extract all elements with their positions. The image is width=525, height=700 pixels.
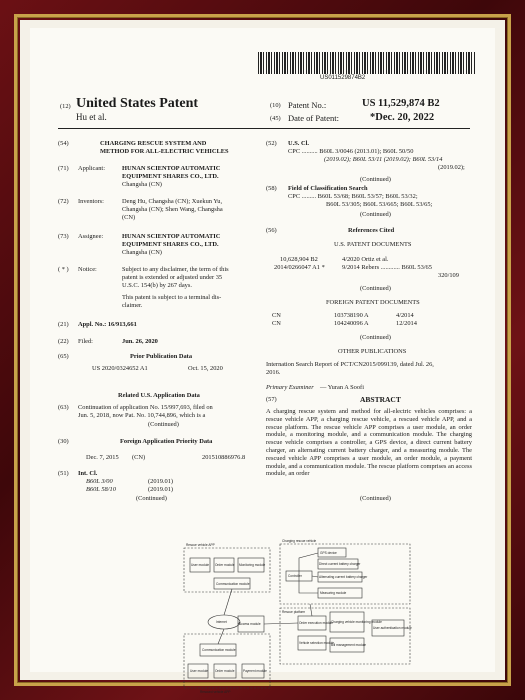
diagram-gps: GPS device [320, 551, 337, 555]
inventors-line-2: Changsha (CN); Shen Wang, Changsha [122, 206, 223, 213]
examiner-name: — Yuran A Soofi [320, 384, 364, 391]
diagram-order-exec: Order execution module [299, 621, 334, 625]
inventor-short: Hu et al. [76, 112, 107, 122]
code-21: (21) [58, 321, 69, 328]
inventors-label: Inventors: [78, 198, 104, 205]
notice-line-1: Subject to any disclaimer, the term of this [122, 266, 229, 273]
diagram-order-module: Order module [215, 563, 235, 567]
code-30: (30) [58, 438, 69, 445]
notice-line-4: This patent is subject to a terminal dis- [122, 294, 222, 301]
rescued-app-box [184, 634, 270, 688]
other-pubs-title: OTHER PUBLICATIONS [338, 348, 407, 355]
code-45: (45) [270, 115, 281, 122]
abstract-title: ABSTRACT [360, 395, 401, 404]
notice-label: Notice: [78, 266, 97, 273]
related-app-title: Related U.S. Application Data [118, 392, 200, 399]
patent-no-label: Patent No.: [288, 100, 327, 110]
foreign-priority-number: 201510886976.8 [202, 454, 246, 461]
notice-line-5: claimer. [122, 302, 143, 309]
foreign-ref-1-number: 103738190 A [334, 312, 369, 319]
us-cl-line-3: (2019.02); [438, 164, 465, 171]
diagram-user-module-2: User module [190, 669, 209, 673]
patent-date: *Dec. 20, 2022 [370, 112, 435, 123]
us-ref-2-class: 320/109 [438, 272, 459, 279]
diagram-measuring: Measuring module [320, 591, 347, 595]
diagram-user-auth: User authentication module [373, 626, 412, 630]
code-71: (71) [58, 165, 69, 172]
abstract-text: A charging rescue system and method for all-electric vehicles comprises: a rescue vehicle APP, a charging rescue vehicle, a rescued vehicle APP, and a rescue platform. The rescue vehicle APP comprises a user module, an order module, a monitoring module, and a communication module. The charging rescue vehicle comprises a controller, a GPS device, a direct current battery charger, an alternating current battery charger, and a measuring module. The rescued vehicle APP comprises a user module, an order module, a payment module, and a communication module. The rescue platform comprises an access module, an order [266, 408, 472, 478]
barcode [258, 52, 476, 74]
references-title: References Cited [348, 227, 395, 234]
diagram-label-rescued-app: Rescued vehicle APP [200, 690, 231, 694]
foreign-ref-2-date: 12/2014 [396, 320, 417, 327]
applicant-line-3: Changsha (CN) [122, 181, 162, 188]
diagram-bill-mgmt: Bill management module [331, 643, 367, 647]
patent-document [30, 28, 495, 694]
code-51: (51) [58, 470, 69, 477]
assignee-label: Assignee: [78, 233, 104, 240]
diagram-user-module: User module [191, 563, 210, 567]
us-cl-line-2: (2019.02); B60L 53/11 (2019.02); B60L 53/14 [324, 156, 443, 163]
other-pub-line-1: Internation Search Report of PCT/CN2015/099139, dated Jul. 26, [266, 361, 434, 368]
diagram-vehicle-sel: Vehicle selection module [299, 641, 335, 645]
date-label: Date of Patent: [288, 113, 339, 123]
diagram-ac-charger: Alternating current battery charger [319, 575, 368, 579]
diagram-internet: Internet [216, 620, 227, 624]
abstract-cont: (Continued) [360, 495, 391, 502]
field-search-cont: (Continued) [360, 211, 391, 218]
code-54: (54) [58, 140, 69, 147]
diagram-order-module-2: Order module [215, 669, 235, 673]
int-cl-cont: (Continued) [136, 495, 167, 502]
us-cl-title: U.S. Cl. [288, 140, 309, 147]
code-65: (65) [58, 353, 69, 360]
header-rule [58, 128, 470, 129]
code-57: (57) [266, 396, 277, 403]
inventors-line-1: Deng Hu, Changsha (CN); Xuekun Yu, [122, 198, 223, 205]
us-patent-docs-title: U.S. PATENT DOCUMENTS [334, 241, 412, 248]
foreign-docs-title: FOREIGN PATENT DOCUMENTS [326, 299, 420, 306]
other-pub-line-2: 2016. [266, 369, 281, 376]
prior-pub-date: Oct. 15, 2020 [188, 365, 223, 372]
notice-code: ( * ) [58, 266, 69, 273]
diagram-label-charging-vehicle: Charging rescue vehicle [282, 539, 317, 543]
title-line-2: METHOD FOR ALL-ELECTRIC VEHICLES [100, 148, 229, 155]
patent-number: US 11,529,874 B2 [362, 98, 440, 109]
inventors-line-3: (CN) [122, 214, 136, 221]
assignee-line-1: HUNAN SCIENTOP AUTOMATIC [122, 233, 221, 240]
field-search-line-1: CPC ......... B60L 53/68; B60L 53/57; B60L 53/32; [288, 193, 418, 200]
application-number: Appl. No.: 16/913,661 [78, 321, 137, 328]
foreign-priority-date: Dec. 7, 2015 [86, 454, 119, 461]
diagram-comm-module-2: Communication module [202, 648, 236, 652]
applicant-line-1: HUNAN SCIENTOP AUTOMATIC [122, 165, 221, 172]
us-ref-2-detail: 9/2014 Rebers ............ B60L 53/65 [342, 264, 432, 271]
int-cl-1: B60L 3/00 [86, 478, 113, 485]
diagram-access-module: Access module [239, 622, 261, 626]
notice-line-2: patent is extended or adjusted under 35 [122, 274, 223, 281]
code-58: (58) [266, 185, 277, 192]
code-10: (10) [270, 102, 281, 109]
us-cl-line-1: CPC .......... B60L 3/0046 (2013.01); B60L 50/50 [288, 148, 414, 155]
examiner-label: Primary Examiner [266, 384, 314, 391]
diagram-controller: Controller [288, 574, 302, 578]
code-12: (12) [60, 103, 71, 110]
prior-pub-number: US 2020/0324652 A1 [92, 365, 148, 372]
continuation-cont: (Continued) [148, 421, 179, 428]
assignee-line-3: Changsha (CN) [122, 249, 162, 256]
code-63: (63) [58, 404, 69, 411]
document-title: United States Patent [76, 96, 199, 111]
continuation-line-2: Jun. 5, 2018, now Pat. No. 10,744,896, which is a [78, 412, 206, 419]
prior-pub-title: Prior Publication Data [130, 353, 193, 360]
filed-label: Filed: [78, 338, 93, 345]
foreign-ref-cont: (Continued) [360, 334, 391, 341]
int-cl-2-year: (2019.01) [148, 486, 174, 493]
foreign-ref-1-date: 4/2014 [396, 312, 414, 319]
field-search-title: Field of Classification Search [288, 185, 368, 192]
applicant-label: Applicant: [78, 165, 105, 172]
assignee-line-2: EQUIPMENT SHARES CO., LTD. [122, 241, 219, 248]
foreign-ref-2-number: 104240096 A [334, 320, 369, 327]
diagram-monitoring-module: Monitoring module [239, 563, 266, 567]
foreign-ref-1-country: CN [272, 312, 281, 319]
code-52: (52) [266, 140, 277, 147]
continuation-line-1: Continuation of application No. 15/997,693, filed on [78, 404, 213, 411]
us-ref-cont: (Continued) [360, 285, 391, 292]
us-ref-1-detail: 4/2020 Ortiz et al. [342, 256, 389, 263]
us-ref-1-number: 10,628,904 B2 [280, 256, 318, 263]
diagram-comm-module: Communication module [216, 582, 250, 586]
us-cl-cont: (Continued) [360, 176, 391, 183]
int-cl-title: Int. Cl. [78, 470, 98, 477]
system-diagram [180, 538, 414, 696]
code-72: (72) [58, 198, 69, 205]
int-cl-2: B60L 58/10 [86, 486, 116, 493]
diagram-label-rescue-platform: Rescue platform [282, 610, 306, 614]
code-22: (22) [58, 338, 69, 345]
diagram-dc-charger: Direct current battery charger [319, 562, 361, 566]
foreign-priority-title: Foreign Application Priority Data [120, 438, 213, 445]
notice-line-3: U.S.C. 154(b) by 267 days. [122, 282, 192, 289]
title-line-1: CHARGING RESCUE SYSTEM AND [100, 140, 207, 147]
applicant-line-2: EQUIPMENT SHARES CO., LTD. [122, 173, 219, 180]
filed-date: Jun. 26, 2020 [122, 338, 158, 345]
barcode-number: US011529874B2 [320, 75, 366, 81]
diagram-payment-module: Payment module [243, 669, 267, 673]
us-ref-2-number: 2014/0266047 A1 * [274, 264, 325, 271]
diagram-label-rescue-app: Rescue vehicle APP [186, 543, 215, 547]
foreign-priority-country: (CN) [132, 454, 146, 461]
int-cl-1-year: (2019.01) [148, 478, 174, 485]
code-56: (56) [266, 227, 277, 234]
diagram-charging-monitor: Charging vehicle monitoring module [331, 620, 382, 624]
field-search-line-2: B60L 53/305; B60L 53/665; B60L 53/65; [326, 201, 433, 208]
foreign-ref-2-country: CN [272, 320, 281, 327]
code-73: (73) [58, 233, 69, 240]
